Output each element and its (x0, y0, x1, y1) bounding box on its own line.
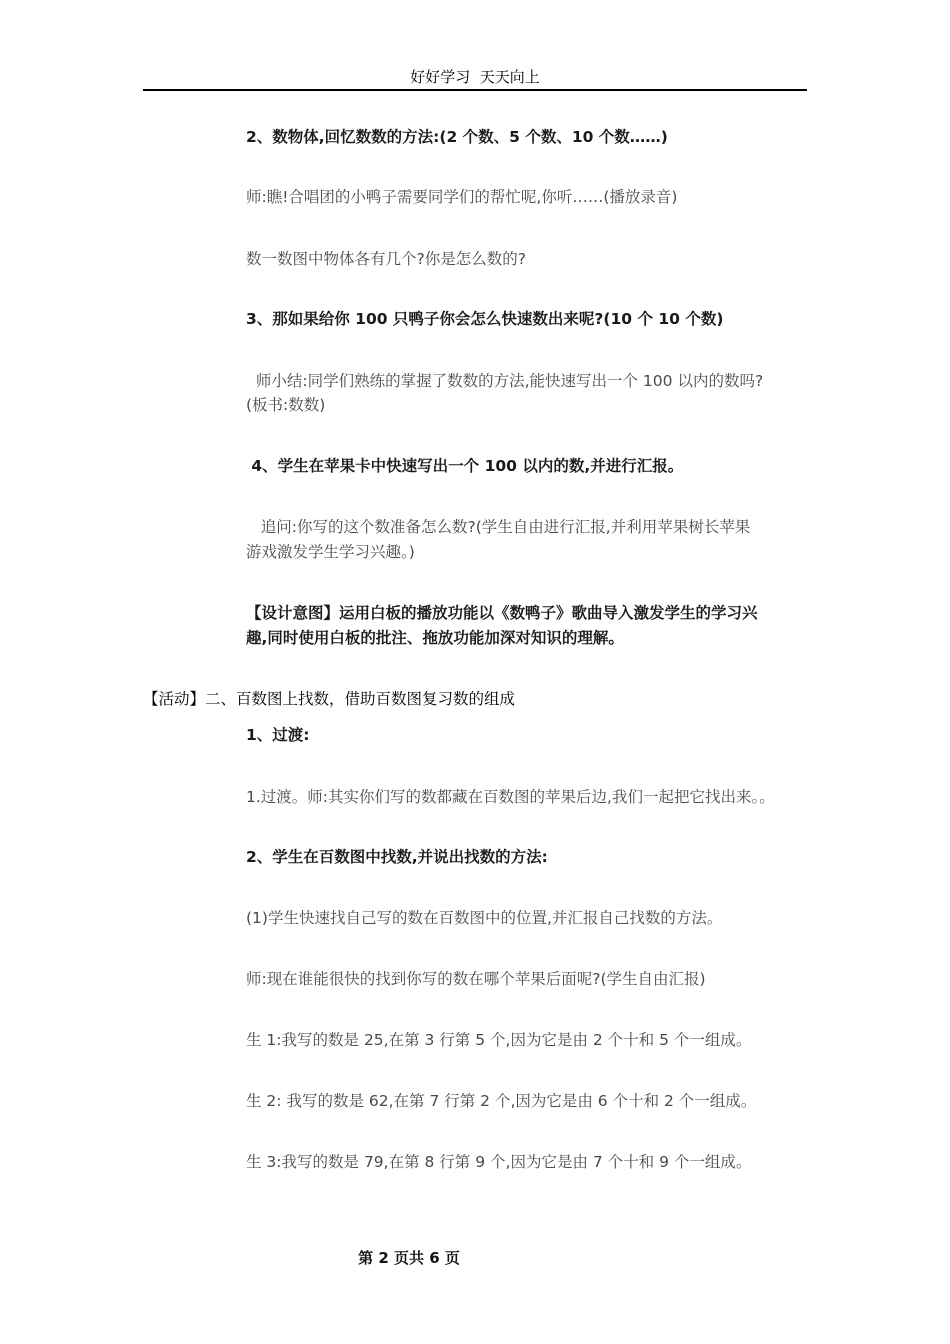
text-line: 师:现在谁能很快的找到你写的数在哪个苹果后面呢?(学生自由汇报) (246, 970, 706, 988)
text-line: 游戏激发学生学习兴趣。) (246, 543, 415, 561)
text-line: 趣,同时使用白板的批注、拖放功能加深对知识的理解。 (246, 629, 624, 647)
section-heading: 【活动】二、百数图上找数，借助百数图复习数的组成 (143, 690, 516, 708)
text-line: (板书:数数) (246, 396, 326, 414)
page-footer (0, 1247, 818, 1268)
text-line: 1、过渡: (246, 726, 310, 744)
text-line: (1)学生快速找自己写的数在百数图中的位置,并汇报自己找数的方法。 (246, 909, 723, 927)
text-line: 生 3:我写的数是 79,在第 8 行第 9 个,因为它是由 7 个十和 9 个一组成。 (246, 1153, 752, 1171)
page-header (143, 66, 807, 91)
text-line: 2、数物体,回忆数数的方法:(2 个数、5 个数、10 个数……) (246, 128, 668, 146)
text-line: 2、学生在百数图中找数,并说出找数的方法: (246, 848, 548, 866)
text-line: 1.过渡。师:其实你们写的数都藏在百数图的苹果后边,我们一起把它找出来。。 (246, 788, 775, 806)
text-line: 4、学生在苹果卡中快速写出一个 100 以内的数,并进行汇报。 (246, 457, 684, 475)
text-line: 生 2: 我写的数是 62,在第 7 行第 2 个,因为它是由 6 个十和 2 个一组成。 (246, 1092, 757, 1110)
text-line: 追问:你写的这个数准备怎么数?(学生自由进行汇报,并利用苹果树长苹果 (246, 518, 751, 536)
text-line: 师:瞧!合唱团的小鸭子需要同学们的帮忙呢,你听……(播放录音) (246, 188, 678, 206)
text-line: 【设计意图】运用白板的播放功能以《数鸭子》歌曲导入激发学生的学习兴 (246, 604, 758, 622)
text-line: 生 1:我写的数是 25,在第 3 行第 5 个,因为它是由 2 个十和 5 个一组成。 (246, 1031, 752, 1049)
page-number: 第 2 页共 6 页 (358, 1249, 460, 1267)
header-title: 好好学习 天天向上 (410, 68, 540, 86)
text-line: 数一数图中物体各有几个?你是怎么数的? (246, 250, 526, 268)
text-line: 师小结:同学们熟练的掌握了数数的方法,能快速写出一个 100 以内的数吗? (246, 372, 764, 390)
text-line: 3、那如果给你 100 只鸭子你会怎么快速数出来呢?(10 个 10 个数) (246, 310, 724, 328)
